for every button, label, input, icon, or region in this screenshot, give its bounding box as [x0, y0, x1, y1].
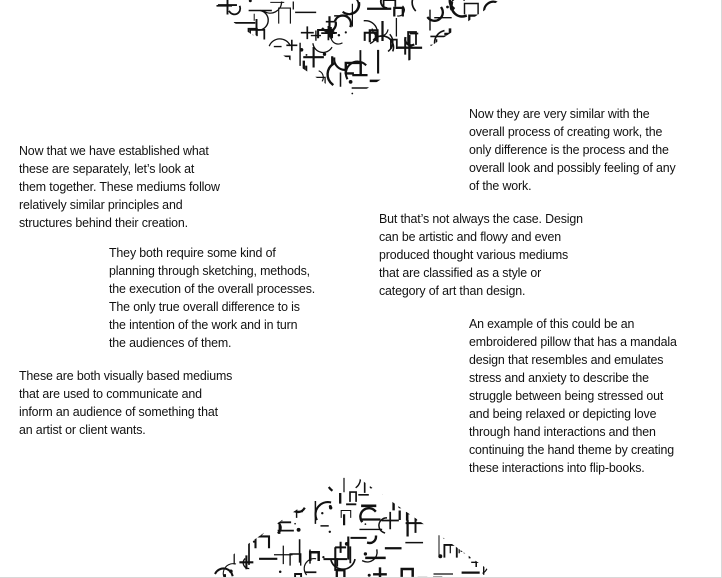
text-line: planning through sketching, methods,	[109, 263, 310, 278]
typographic-pattern-top	[200, 0, 500, 100]
text-line: the audiences of them.	[109, 335, 232, 350]
text-line: and being relaxed or depicting love	[469, 406, 657, 421]
text-line: These are both visually based mediums	[19, 368, 233, 383]
text-line: can be artistic and flowy and even	[379, 229, 561, 244]
paragraph-not-always	[379, 210, 614, 300]
text-line: Now they are very similar with the	[469, 106, 650, 121]
text-line: of the work.	[469, 178, 532, 193]
text-line: But that’s not always the case. Design	[379, 211, 583, 226]
text-line: They both require some kind of	[109, 245, 276, 260]
text-line: An example of this could be an	[469, 316, 635, 331]
text-line: embroidered pillow that has a mandala	[469, 334, 677, 349]
text-line: these are separately, let’s look at	[19, 161, 195, 176]
text-line: produced thought various mediums	[379, 247, 569, 262]
text-line: The only true overall difference to is	[109, 299, 300, 314]
text-line: that are used to communicate and	[19, 386, 202, 401]
text-line: relatively similar principles and	[19, 197, 183, 212]
paragraph-similar-process	[469, 105, 713, 195]
paragraph-visual-mediums	[19, 367, 254, 439]
text-line: these interactions into flip-books.	[469, 460, 645, 475]
text-line: the intention of the work and in turn	[109, 317, 298, 332]
text-line: structures behind their creation.	[19, 215, 188, 230]
text-line: design that resembles and emulates	[469, 352, 664, 367]
text-line: overall look and possibly feeling of any	[469, 160, 676, 175]
text-line: that are classified as a style or	[379, 265, 542, 280]
text-line: category of art than design.	[379, 283, 526, 298]
text-line: overall process of creating work, the	[469, 124, 663, 139]
paragraph-established	[19, 142, 254, 232]
text-line: Now that we have established what	[19, 143, 209, 158]
text-line: only difference is the process and the	[469, 142, 669, 157]
text-line: the execution of the overall processes.	[109, 281, 316, 296]
text-line: struggle between being stressed out	[469, 388, 664, 403]
text-line: continuing the hand theme by creating	[469, 442, 674, 457]
text-line: an artist or client wants.	[19, 422, 146, 437]
text-line: them together. These mediums follow	[19, 179, 220, 194]
typographic-pattern-bottom	[200, 472, 500, 578]
text-line: inform an audience of something that	[19, 404, 218, 419]
text-line: stress and anxiety to describe the	[469, 370, 649, 385]
paragraph-example-pillow	[469, 315, 713, 477]
paragraph-planning	[109, 244, 344, 352]
text-line: through hand interactions and then	[469, 424, 656, 439]
